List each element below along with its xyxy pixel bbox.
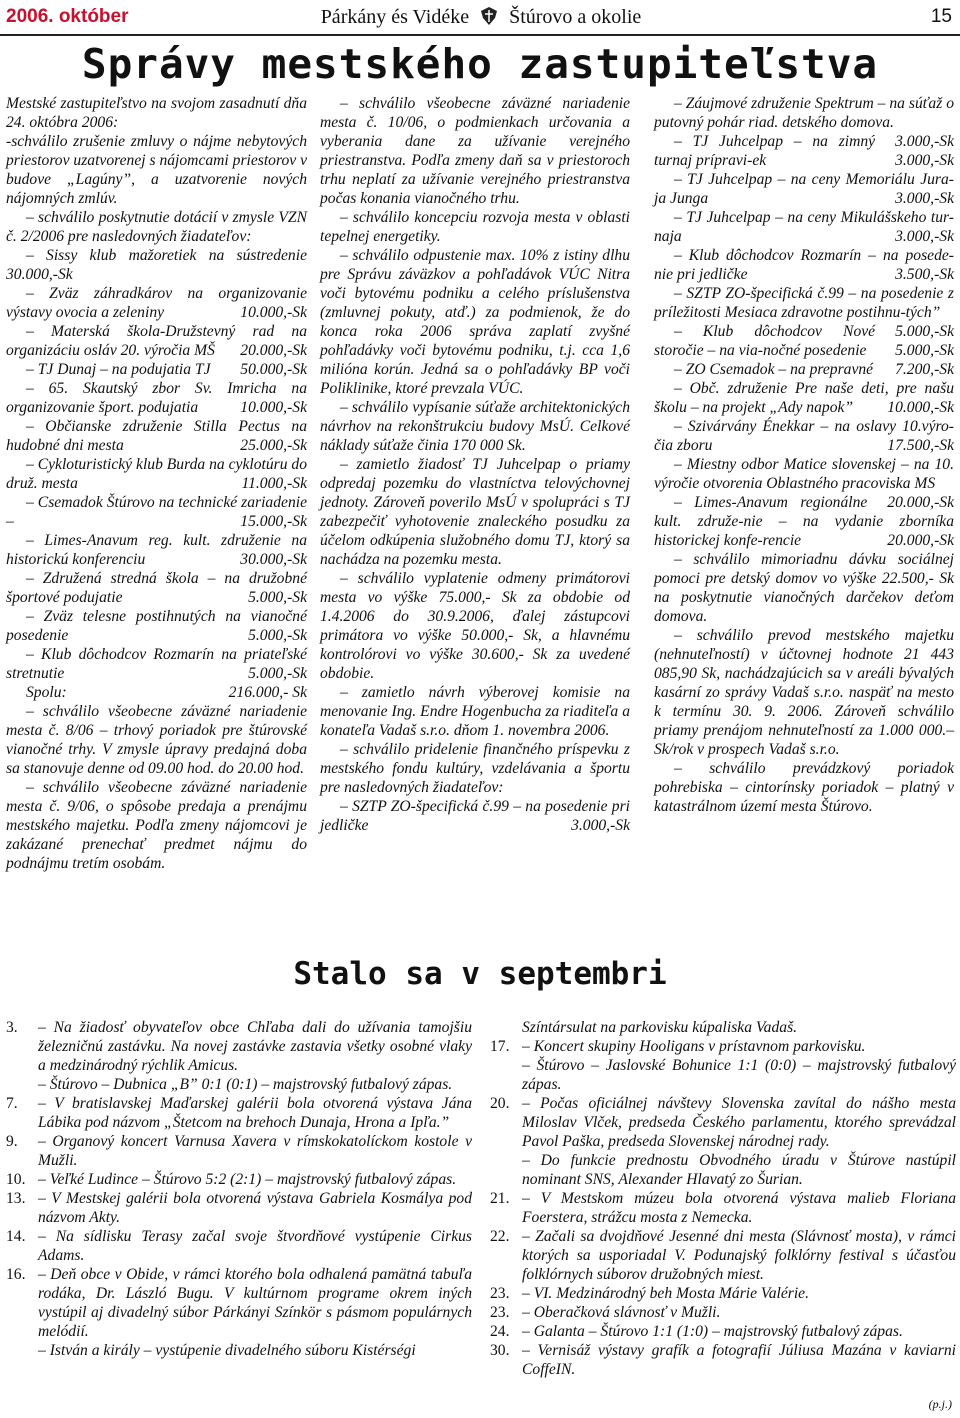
event-item xyxy=(490,1303,956,1322)
event-item xyxy=(6,1265,472,1341)
grant-item: – Záujmové združenie Spektrum – na súťaž o putovný pohár riad. detského domova. 3.000,-Sk xyxy=(654,95,954,150)
grant-item: – Cykloturistický klub Burda na cyklotúru do druž. mesta 11.000,-Sk xyxy=(6,456,307,492)
intro-paragraph: Mestské zastupiteľstvo na svojom zasadnutí dňa 24. októbra 2006: xyxy=(6,95,307,131)
column-3 xyxy=(654,94,954,816)
event-text: – Na sídlisku Terasy začal svoje štvordňové vystúpenie Cirkus Adams. xyxy=(38,1228,472,1264)
event-day: 24. xyxy=(490,1323,510,1340)
section-title: Správy mestského zastupiteľstva xyxy=(81,40,879,88)
event-text: – Počas oficiálnej návštevy Slovenska zavítal do nášho mesta Miloslav Vlček, predseda Českého parlamentu, ktorého sprevádzal Pavol Paška, predseda Slovenskej národnej rady. xyxy=(522,1095,956,1150)
event-text: – Štúrovo – Jaslovské Bohunice 1:1 (0:0) – majstrovský futbalový zápas. xyxy=(522,1057,956,1093)
grant-item: – Szivárvány Énekkar – na oslavy 10.výro-čia zboru 17.500,-Sk xyxy=(654,418,954,454)
event-text: – V bratislavskej Maďarskej galérii bola otvorená výstava Jána Lábika pod názvom „Štetcom na brehoch Dunaja, Hrona a Ipľa.” xyxy=(38,1095,472,1131)
event-day xyxy=(490,1056,522,1094)
event-day: 3. xyxy=(6,1019,18,1036)
paper-title-left: Párkány és Vidéke xyxy=(320,6,470,28)
event-item xyxy=(6,1075,472,1094)
grant-item: – Klub dôchodcov Nové storočie – na via-nočné posedenie 5.000,-Sk xyxy=(654,323,954,359)
event-day: 10. xyxy=(6,1171,26,1188)
paragraph: – schválilo vyplatenie odmeny primátorovi mesta vo výške 75.000,- Sk za obdobie od 1.4.2006 do 30.9.2006, ďalej zástupcovi primátora vo výške 50.000,- Sk, a hlavnému kontrolórovi vo výške 30.600,- Sk za uvedené obdobie. xyxy=(320,570,630,682)
paragraph: – schválilo všeobecne záväzné nariadenie mesta č. 10/06, o podmienkach určovania a vyberania dane za užívanie verejného priestranstva. Podľa zmeny daň sa v priestoroch trhu neplatí za užívanie verejného priestranstva počas konania vianočného trhu. xyxy=(320,95,630,207)
paragraph: – schválilo koncepciu rozvoja mesta v oblasti tepelnej energetiky. xyxy=(320,209,630,245)
event-item xyxy=(6,1341,472,1360)
column-2 xyxy=(320,94,630,835)
event-item xyxy=(6,1132,472,1170)
event-day: 23. xyxy=(490,1285,510,1302)
event-day: 22. xyxy=(490,1228,510,1245)
event-day: 23. xyxy=(490,1304,510,1321)
event-text: – Koncert skupiny Hooligans v prístavnom parkovisku. xyxy=(522,1038,866,1055)
grant-item: – Limes-Anavum reg. kult. združenie na historickú konferenciu 30.000,-Sk xyxy=(6,532,307,568)
event-day: 14. xyxy=(6,1228,26,1245)
event-day xyxy=(6,1075,38,1094)
paragraph: -schválilo zrušenie zmluvy o nájme nebytových priestorov uzatvorenej s nájomcami priestorov v budove „Lagúny”, a uzatvorenie nových nájomných zmlúv. xyxy=(6,133,308,207)
event-day xyxy=(490,1018,522,1037)
events-left-column xyxy=(6,1018,472,1360)
grant-item: – Občianske združenie Stilla Pectus na hudobné dni mesta 25.000,-Sk xyxy=(6,418,307,454)
grant-item: – TJ Juhcelpap – na ceny Memoriálu Jura-ja Junga 3.000,-Sk xyxy=(654,171,954,207)
event-text: – V Mestskej galérii bola otvorená výstava Gabriela Kosmálya pod názvom Akty. xyxy=(38,1190,472,1226)
event-day: 16. xyxy=(6,1266,26,1283)
event-text: – Oberačková slávnosť v Mužli. xyxy=(522,1304,721,1321)
event-item xyxy=(490,1284,956,1303)
event-text: – Vernisáž výstavy grafík a fotografií Júliusa Mazána v kaviarni CoffeIN. xyxy=(522,1342,956,1378)
paragraph: – schválilo prevod mestského majetku (nehnuteľností) v účtovnej hodnote 21 443 085,90 Sk, nachádzajúcich sa v areáli bývalých kasární zo správy Vadaš s.r.o. naspäť na mesto k termínu 30. 9. 2006. Zároveň schválilo priamy prenájom nehnuteľností za 1.000 000.– Sk/rok v prospech Vadaš s.r.o. xyxy=(654,627,954,758)
grant-item: – Sissy klub mažoretiek na sústredenie 30.000,-Sk xyxy=(6,247,307,283)
paragraph: – schválilo prevádzkový poriadok pohrebiska – cintorínsky poriadok – platný v katastrálnom území mesta Štúrovo. xyxy=(654,760,954,815)
event-text: Színtársulat na parkovisku kúpaliska Vadaš. xyxy=(522,1019,798,1036)
page-number: 15 xyxy=(930,6,952,27)
event-text: – Začali sa dvojdňové Jesenné dni mesta (Slávnosť mosta), v rámci ktorých sa usporiadal V. Podunajský folklórny festival s účasťou folklórnych súborov družobných miest. xyxy=(522,1228,956,1283)
grant-item: – TJ Juhcelpap – na zimný turnaj prípravi-ek 3.000,-Sk xyxy=(654,133,954,169)
event-text: – Deň obce v Obide, v rámci ktorého bola odhalená pamätná tabuľa rodáka, Dr. László Bugu. V kultúrnom programe okrem iných vystúpil aj divadelný súbor Párkányi Színkör s pásmom populárnych melódií. xyxy=(38,1266,472,1340)
grant-item: – ZO Csemadok – na prepravné 7.200,-Sk xyxy=(674,361,954,378)
grant-item: – TJ Dunaj – na podujatia TJ 50.000,-Sk xyxy=(26,361,307,378)
event-day: 17. xyxy=(490,1038,510,1055)
event-item xyxy=(6,1189,472,1227)
grant-item: – Združená stredná škola – na družobné športové podujatie 5.000,-Sk xyxy=(6,570,307,606)
event-text: – Galanta – Štúrovo 1:1 (1:0) – majstrovský futbalový zápas. xyxy=(522,1323,903,1340)
grant-item: – Zväz telesne postihnutých na vianočné posedenie 5.000,-Sk xyxy=(6,608,307,644)
event-item xyxy=(490,1037,956,1056)
column-1 xyxy=(6,94,307,873)
event-text: – Veľké Ludince – Štúrovo 5:2 (2:1) – majstrovský futbalový zápas. xyxy=(38,1171,457,1188)
paragraph: – schválilo mimoriadnu dávku sociálnej pomoci pre detský domov vo výške 22.500,- Sk na poskytnutie vianočných darčekov deťom domova. xyxy=(654,551,954,625)
paragraph: – schválilo vypísanie súťaže architektonických návrhov na rekonštrukciu budovy MsÚ. Celkové náklady súťaže činia 170 000 Sk. xyxy=(320,399,630,454)
event-day: 20. xyxy=(490,1095,510,1112)
grant-total: Spolu: 216.000,- Sk xyxy=(26,684,307,701)
page-header xyxy=(0,0,960,36)
grant-item: – TJ Juhcelpap – na ceny Mikulášskeho tur-naja 3.000,-Sk xyxy=(654,209,954,245)
grant-item: – Csemadok Štúrovo na technické zariadenie – 15.000,-Sk xyxy=(6,494,307,530)
event-item xyxy=(6,1170,472,1189)
event-day: 21. xyxy=(490,1190,510,1207)
paragraph: – zamietlo žiadosť TJ Juhcelpap o priamy odpredaj pozemku do vlastníctva telovýchovnej jednoty. Zároveň poverilo MsÚ v spolupráci s TJ zabezpečiť vyhotovenie znaleckého posudku za účelom odkúpenia služobného domu TJ, ktorý sa nachádza na pozemku mesta. xyxy=(320,456,630,568)
event-day: 9. xyxy=(6,1133,18,1150)
paragraph: – schválilo všeobecne záväzné nariadenie mesta č. 8/06 – trhový poriadok pre štúrovské vianočné trhy. V zmysle úpravy predajná doba sa stanovuje denne od 09.00 hod. do 20.00 hod. xyxy=(6,703,307,777)
paragraph: – zamietlo návrh výberovej komisie na menovanie Ing. Endre Hogenbucha za riaditeľa a konateľa Vadaš s.r.o. dňom 1. novembra 2006. xyxy=(320,684,630,739)
grant-item: – Obč. združenie Pre naše deti, pre našu školu – na projekt „Ady napok” 10.000,-Sk xyxy=(654,380,954,416)
grant-item: – Klub dôchodcov Rozmarín – na posede-nie pri jedličke 3.500,-Sk xyxy=(654,247,954,283)
event-item xyxy=(490,1227,956,1284)
grant-item: – SZTP ZO-špecifická č.99 – na posedenie z príležitosti Mesiaca zdravotne postihnu-tých” 5.000,-Sk xyxy=(654,285,954,340)
event-day: 13. xyxy=(6,1190,26,1207)
event-text: – Do funkcie prednostu Obvodného úradu v Štúrove nastúpil nominant SNS, Alexander Hlavatý zo Šurian. xyxy=(522,1152,956,1188)
paragraph: – schválilo odpustenie max. 10% z istiny dlhu pre Správu záväzkov a pohľadávok VÚC Nitra voči bytovému podniku a celého príslušenstva (zmluvnej pokuty, atď.) za podmienok, že do konca roka 2006 správa zaplatí zvyšné pohľadávky voči bytovému podniku, t.j. cca 1,6 milióna korún. Jedná sa o pohľadávky BP voči Poliklinike, ktoré prevzala VÚC. xyxy=(320,247,630,397)
issue-date: 2006. október xyxy=(6,6,129,27)
event-item xyxy=(490,1094,956,1151)
event-item xyxy=(490,1322,956,1341)
event-text: – Štúrovo – Dubnica „B” 0:1 (0:1) – majstrovský futbalový zápas. xyxy=(38,1076,453,1093)
paragraph: – schválilo poskytnutie dotácií v zmysle VZN č. 2/2006 pre nasledovných žiadateľov: xyxy=(6,209,307,245)
event-item xyxy=(490,1056,956,1094)
event-item xyxy=(6,1094,472,1132)
grant-item: – SZTP ZO-špecifická č.99 – na posedenie pri jedličke 3.000,-Sk xyxy=(320,798,630,834)
event-item xyxy=(6,1018,472,1075)
event-day xyxy=(6,1341,38,1360)
grant-item: – Limes-Anavum regionálne kult. združe-nie – na vydanie zborníka historickej konfe-rencie 20.000,-Sk xyxy=(654,494,954,549)
event-item xyxy=(6,1227,472,1265)
event-text: – VI. Medzinárodný beh Mosta Márie Valérie. xyxy=(522,1285,809,1302)
event-text: – Organový koncert Varnusa Xavera v rímskokatolíckom kostole v Mužli. xyxy=(38,1133,472,1169)
grant-item: – 65. Skautský zbor Sv. Imricha na organizovanie šport. podujatia 10.000,-Sk xyxy=(6,380,307,416)
event-text: – V Mestskom múzeu bola otvorená výstava malieb Floriana Foerstera, strážcu mosta z Nemecka. xyxy=(522,1190,956,1226)
event-item xyxy=(490,1341,956,1379)
paper-title-right: Štúrovo a okolie xyxy=(509,6,642,28)
crest-icon xyxy=(480,6,498,26)
grant-item: – Materská škola-Družstevný rad na organizáciu osláv 20. výročia MŠ 20.000,-Sk xyxy=(6,323,307,359)
event-item xyxy=(490,1189,956,1227)
paragraph: – schválilo všeobecne záväzné nariadenie mesta č. 9/06, o spôsobe predaja a prenájmu mestského majetku. Podľa zmeny nájomcovi je zakázané prenechať predmet nájmu do podnájmu tretím osobám. xyxy=(6,779,307,872)
event-day: 30. xyxy=(490,1342,510,1359)
paragraph: – schválilo pridelenie finančného príspevku z mestského fondu kultúry, vzdelávania a športu pre nasledovných žiadateľov: xyxy=(320,741,630,796)
grant-item: – Zväz záhradkárov na organizovanie výstavy ovocia a zeleniny 10.000,-Sk xyxy=(6,285,307,321)
event-text: – Na žiadosť obyvateľov obce Chľaba dali do užívania tamojšiu železničnú zastávku. Na novej zastávke zastavia všetky osobné vlaky a medzinárodný rýchlik Amicus. xyxy=(38,1019,472,1074)
author-signature: (p.j.) xyxy=(928,1397,952,1411)
paper-title xyxy=(296,6,666,29)
grant-item: – Klub dôchodcov Rozmarín na priateľské stretnutie 5.000,-Sk xyxy=(6,646,307,682)
event-day: 7. xyxy=(6,1095,18,1112)
event-item xyxy=(490,1018,956,1037)
event-text: – István a király – vystúpenie divadelného súboru Kistérségi xyxy=(38,1342,416,1359)
grant-item: – Miestny odbor Matice slovenskej – na 10. výročie otvorenia Oblastného pracoviska MS 20.000,-Sk xyxy=(654,456,954,511)
event-item xyxy=(490,1151,956,1189)
events-right-column xyxy=(490,1018,956,1379)
event-day xyxy=(490,1151,522,1189)
section-title-september: Stalo sa v septembri xyxy=(293,956,667,992)
